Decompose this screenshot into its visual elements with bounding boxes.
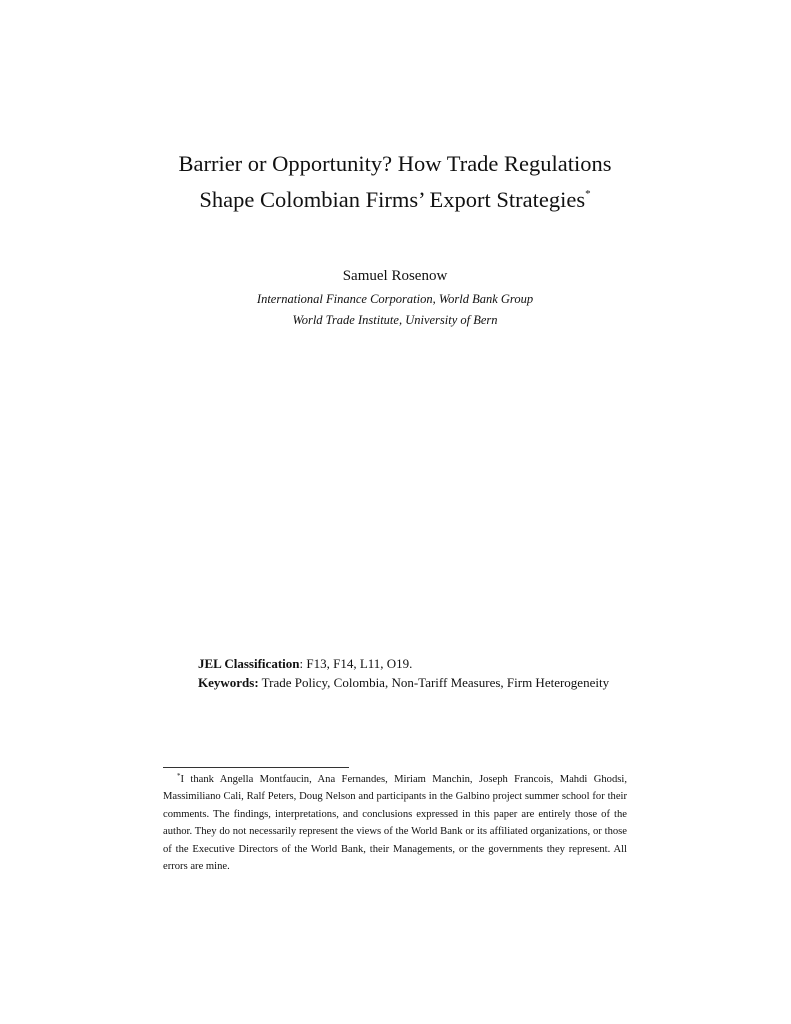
paper-title-text: Barrier or Opportunity? How Trade Regulations Shape Colombian Firms’ Export Strategies xyxy=(178,151,612,212)
footnote-separator xyxy=(163,767,349,768)
paper-title xyxy=(150,146,640,218)
jel-label: JEL Classification xyxy=(198,656,300,671)
footnote xyxy=(163,771,627,875)
title-footnote-mark: * xyxy=(585,188,591,200)
jel-value: : F13, F14, L11, O19. xyxy=(299,656,413,671)
affiliation-1: International Finance Corporation, World Bank Group xyxy=(256,292,534,306)
keywords-value: Trade Policy, Colombia, Non-Tariff Measures, Firm Heterogeneity xyxy=(258,675,610,690)
keywords xyxy=(198,673,618,692)
author-name: Samuel Rosenow xyxy=(342,268,448,284)
jel-classification xyxy=(198,654,618,673)
keywords-label: Keywords: xyxy=(198,675,259,690)
footnote-mark: * xyxy=(177,772,181,780)
affiliation-2: World Trade Institute, University of Bern xyxy=(292,313,498,327)
footnote-text: I thank Angella Montfaucin, Ana Fernandes, Miriam Manchin, Joseph Francois, Mahdi Ghodsi, Massimiliano Cali, Ralf Peters, Doug Nelson and participants in the Galbino project summer school for their comments. The findings, interpretations, and conclusions expressed in this paper are entirely those of the author. They do not necessarily represent the views of the World Bank or its affiliated organizations, or those of the Executive Directors of the World Bank, their Managements, or the governments they represent. All errors are mine. xyxy=(163,774,627,873)
